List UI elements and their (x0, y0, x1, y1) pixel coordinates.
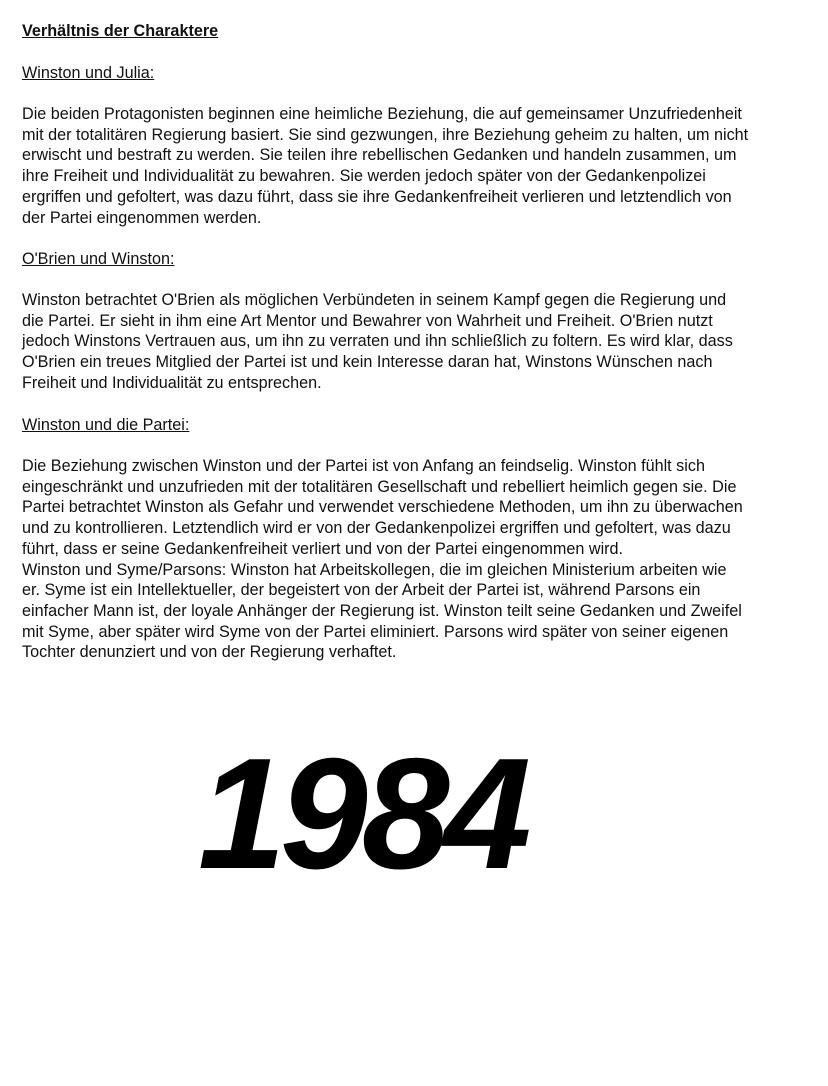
text-line: eingeschränkt und unzufrieden mit der totalitären Gesellschaft und rebelliert heimlich gegen sie. Die (22, 477, 737, 496)
big-title-1984: 1984 (198, 726, 526, 902)
section-heading-winston-julia: Winston und Julia: (22, 64, 155, 82)
text-line: erwischt und bestraft zu werden. Sie teilen ihre rebellischen Gedanken und handeln zusammen, um (22, 146, 737, 165)
text-line: Die beiden Protagonisten beginnen eine heimliche Beziehung, die auf gemeinsamer Unzufriedenheit (22, 105, 742, 123)
document-title: Verhältnis der Charaktere (22, 22, 219, 40)
paragraph-obrien-winston (22, 290, 733, 394)
text-line: mit der totalitären Regierung basiert. Sie sind gezwungen, ihre Beziehung geheim zu halten, um nicht (22, 125, 749, 144)
text-line: Die Beziehung zwischen Winston und der Partei ist von Anfang an feindselig. Winston fühlt sich (22, 457, 705, 475)
text-line: ergriffen und gefoltert, was dazu führt, dass sie ihre Gedankenfreiheit verlieren und letztendlich von (22, 187, 732, 206)
text-line: ihre Freiheit und Individualität zu bewahren. Sie werden jedoch später von der Gedankenpolizei (22, 167, 706, 186)
text-line: die Partei. Er sieht in ihm eine Art Mentor und Bewahrer von Wahrheit und Freiheit. O'Brien nutzt (22, 311, 713, 330)
paragraph-winston-julia (22, 104, 748, 228)
section-heading-winston-partei: Winston und die Partei: (22, 416, 190, 434)
text-line: Winston betrachtet O'Brien als möglichen Verbündeten in seinem Kampf gegen die Regierung und (22, 291, 727, 309)
text-line: führt, dass er seine Gedankenfreiheit verliert und von der Partei eingenommen wird. (22, 539, 624, 558)
text-line: Winston und Syme/Parsons: Winston hat Arbeitskollegen, die im gleichen Ministerium arbeiten wie (22, 560, 727, 579)
text-line: der Partei eingenommen werden. (22, 208, 262, 227)
text-line: O'Brien ein treues Mitglied der Partei ist und kein Interesse daran hat, Winstons Wünschen nach (22, 353, 713, 372)
text-line: er. Syme ist ein Intellektueller, der begeistert von der Arbeit der Partei ist, während Parsons ein (22, 581, 701, 600)
text-line: mit Syme, aber später wird Syme von der Partei eliminiert. Parsons wird später von seiner eigenen (22, 622, 729, 641)
text-line: Partei betrachtet Winston als Gefahr und verwendet verschiedene Methoden, um ihn zu überwachen (22, 498, 743, 517)
text-line: jedoch Winstons Vertrauen aus, um ihn zu verraten und ihn schließlich zu foltern. Es wird klar, dass (22, 332, 733, 351)
text-line: Freiheit und Individualität zu entsprechen. (22, 373, 322, 392)
paragraph-winston-partei (22, 456, 743, 663)
text-line: einfacher Mann ist, der loyale Anhänger der Regierung ist. Winston teilt seine Gedanken und Zweifel (22, 601, 742, 620)
section-heading-obrien-winston: O'Brien und Winston: (22, 250, 175, 268)
text-line: und zu kontrollieren. Letztendlich wird er von der Gedankenpolizei ergriffen und gefoltert, was dazu (22, 519, 731, 538)
text-line: Tochter denunziert und von der Regierung verhaftet. (22, 643, 397, 662)
